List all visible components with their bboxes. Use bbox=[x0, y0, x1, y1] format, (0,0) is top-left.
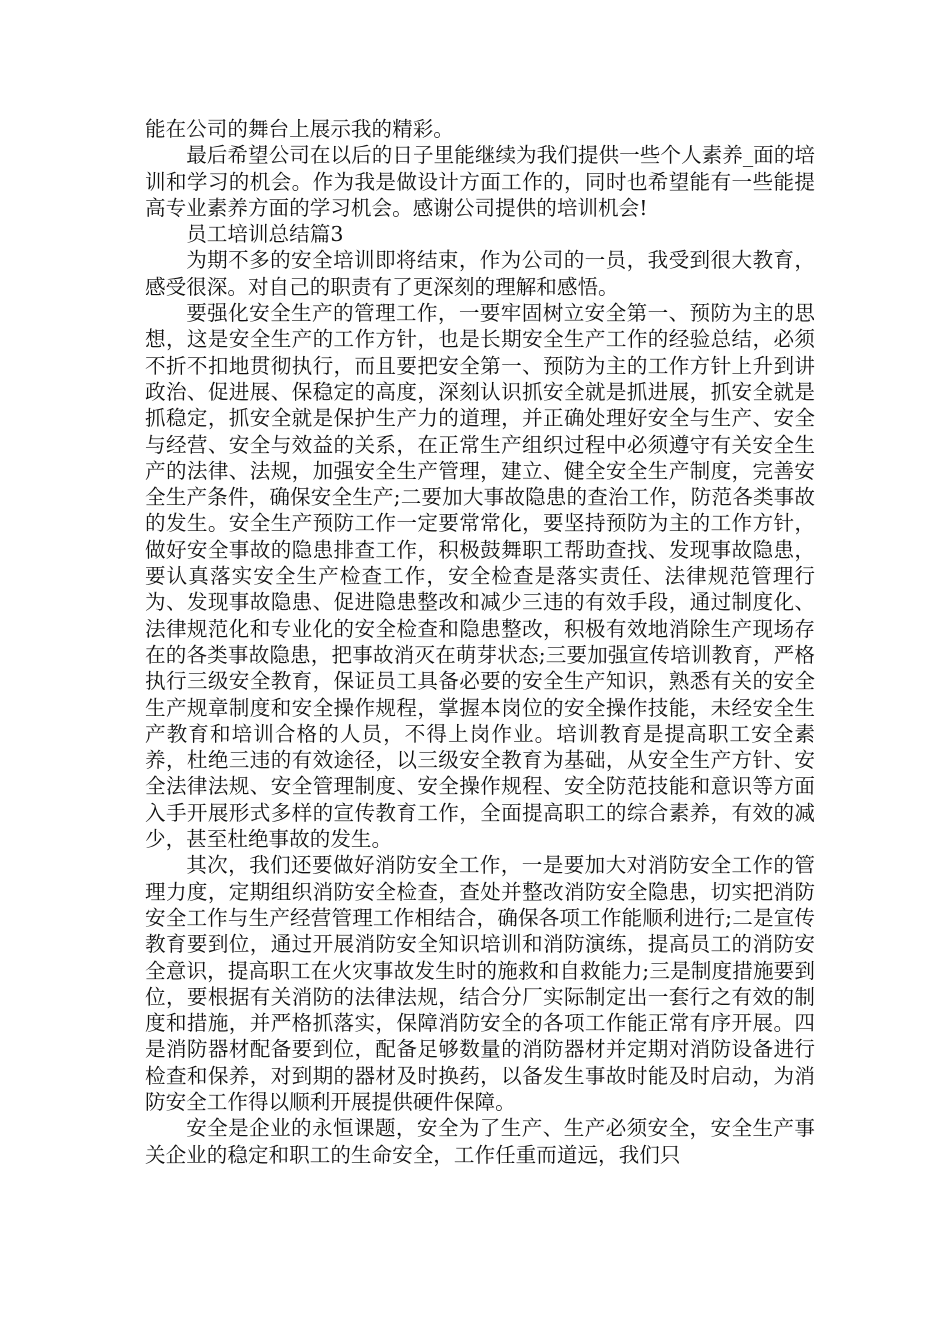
document-body bbox=[145, 116, 815, 1168]
paragraph-intro: 为期不多的安全培训即将结束，作为公司的一员，我受到很大教育，感受很深。对自己的职责有了更深刻的理解和感悟。 bbox=[145, 248, 815, 299]
section-heading: 员工培训总结篇3 bbox=[186, 222, 344, 247]
paragraph-safety-management: 要强化安全生产的管理工作，一要牢固树立安全第一、预防为主的思想，这是安全生产的工作方针，也是长期安全生产工作的经验总结，必须不折不扣地贯彻执行，而且要把安全第一、预防为主的工作方针上升到讲政治、促进展、保稳定的高度，深刻认识抓安全就是抓进展，抓安全就是抓稳定，抓安全就是保护生产力的道理，并正确处理好安全与生产、安全与经营、安全与效益的关系，在正常生产组织过程中必须遵守有关安全生产的法律、法规，加强安全生产管理，建立、健全安全生产制度，完善安全生产条件，确保安全生产;二要加大事故隐患的查治工作，防范各类事故的发生。安全生产预防工作一定要常常化，要坚持预防为主的工作方针，做好安全事故的隐患排查工作，积极鼓舞职工帮助查找、发现事故隐患，要认真落实安全生产检查工作，安全检查是落实责任、法律规范管理行为、发现事故隐患、促进隐患整改和减少三违的有效手段，通过制度化、法律规范化和专业化的安全检查和隐患整改，积极有效地消除生产现场存在的各类事故隐患，把事故消灭在萌芽状态;三要加强宣传培训教育，严格执行三级安全教育，保证员工具备必要的安全生产知识，熟悉有关的安全生产规章制度和安全操作规程，掌握本岗位的安全操作技能，未经安全生产教育和培训合格的人员，不得上岗作业。培训教育是提高职工安全素养，杜绝三违的有效途径，以三级安全教育为基础，从安全生产方针、安全法律法规、安全管理制度、安全操作规程、安全防范技能和意识等方面入手开展形式多样的宣传教育工作，全面提高职工的综合素养，有效的减少，甚至杜绝事故的发生。 bbox=[145, 301, 815, 852]
paragraph-continuation: 能在公司的舞台上展示我的精彩。 bbox=[145, 117, 454, 141]
paragraph-fire-safety: 其次，我们还要做好消防安全工作，一是要加大对消防安全工作的管理力度，定期组织消防安全检查，查处并整改消防安全隐患，切实把消防安全工作与生产经营管理工作相结合，确保各项工作能顺利进行;二是宣传教育要到位，通过开展消防安全知识培训和消防演练，提高员工的消防安全意识，提高职工在火灾事故发生时的施救和自救能力;三是制度措施要到位，要根据有关消防的法律法规，结合分厂实际制定出一套行之有效的制度和措施，并严格抓落实，保障消防安全的各项工作能正常有序开展。四是消防器材配备要到位，配备足够数量的消防器材并定期对消防设备进行检查和保养，对到期的器材及时换药，以备发生事故时能及时启动，为消防安全工作得以顺利开展提供硬件保障。 bbox=[145, 853, 815, 1114]
paragraph-conclusion: 安全是企业的永恒课题，安全为了生产、生产必须安全，安全生产事关企业的稳定和职工的生命安全，工作任重而道远，我们只 bbox=[145, 1116, 815, 1167]
paragraph-closing-hope: 最后希望公司在以后的日子里能继续为我们提供一些个人素养_面的培训和学习的机会。作为我是做设计方面工作的，同时也希望能有一些能提高专业素养方面的学习机会。感谢公司提供的培训机会! bbox=[145, 143, 815, 220]
